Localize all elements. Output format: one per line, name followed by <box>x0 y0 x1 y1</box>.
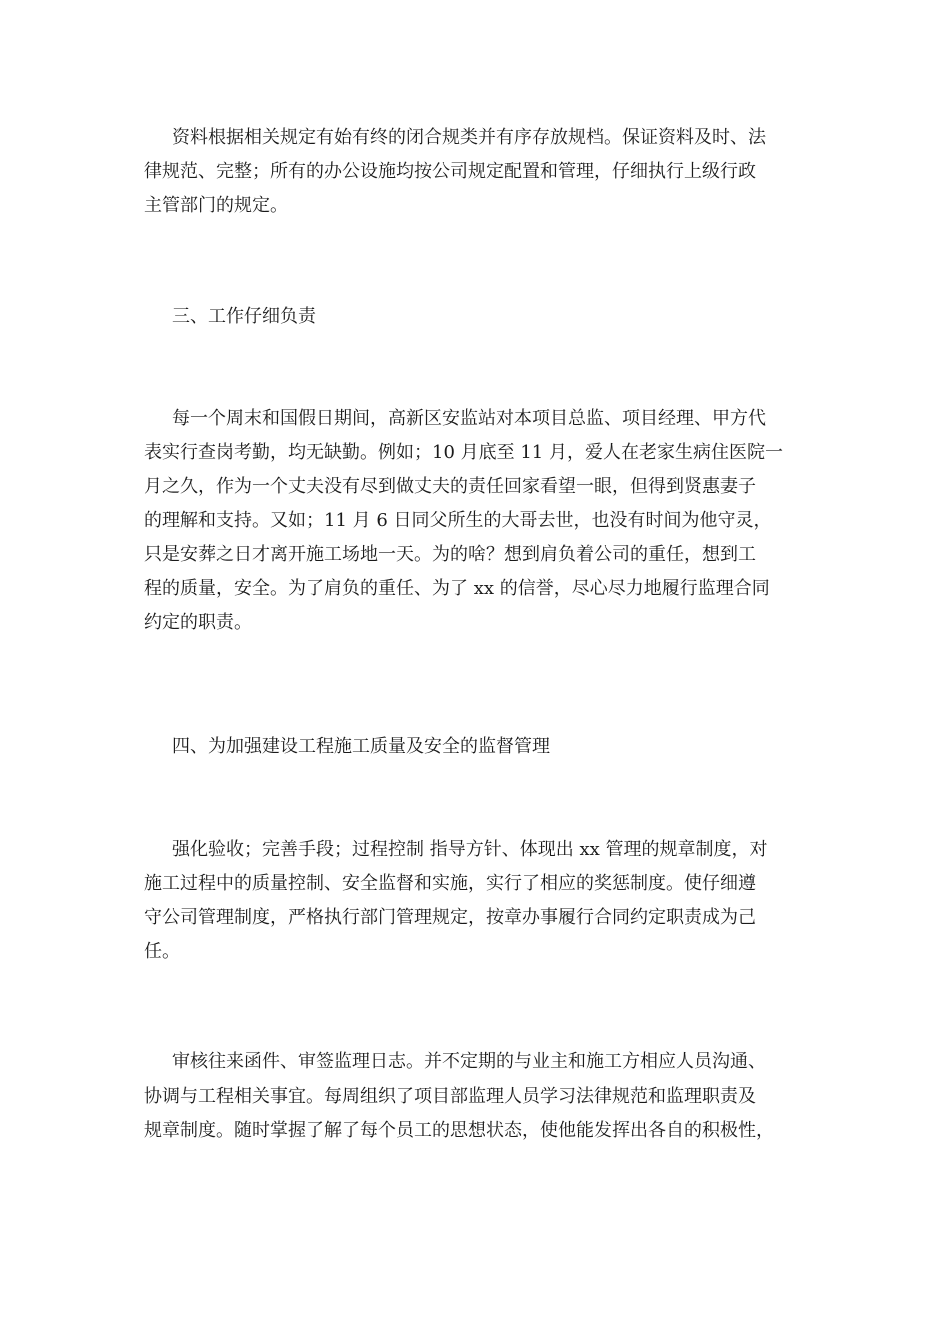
paragraph-line: 协调与工程相关事宜。每周组织了项目部监理人员学习法律规范和监理职责及 <box>144 1086 756 1107</box>
paragraph-line: 资料根据相关规定有始有终的闭合规类并有序存放规档。保证资料及时、法 <box>172 127 766 148</box>
paragraph-line: 律规范、完整；所有的办公设施均按公司规定配置和管理，仔细执行上级行政 <box>144 161 756 182</box>
paragraph-line: 主管部门的规定。 <box>144 195 288 216</box>
paragraph-line: 任。 <box>144 941 180 962</box>
paragraph-line: 的理解和支持。又如；11 月 6 日同父所生的大哥去世，也没有时间为他守灵， <box>144 510 772 531</box>
paragraph-line: 审核往来函件、审签监理日志。并不定期的与业主和施工方相应人员沟通、 <box>172 1051 766 1072</box>
section-heading: 四、为加强建设工程施工质量及安全的监督管理 <box>172 736 550 757</box>
paragraph-line: 程的质量，安全。为了肩负的重任、为了 xx 的信誉，尽心尽力地履行监理合同 <box>144 578 770 599</box>
paragraph-line: 月之久，作为一个丈夫没有尽到做丈夫的责任回家看望一眼，但得到贤惠妻子 <box>144 476 756 497</box>
paragraph-line: 只是安葬之日才离开施工场地一天。为的啥？想到肩负着公司的重任，想到工 <box>144 544 756 565</box>
paragraph-line: 施工过程中的质量控制、安全监督和实施，实行了相应的奖惩制度。使仔细遵 <box>144 873 756 894</box>
section-heading: 三、工作仔细负责 <box>172 306 316 327</box>
paragraph-line: 表实行查岗考勤，均无缺勤。例如；10 月底至 11 月，爱人在老家生病住医院一 <box>144 442 783 463</box>
paragraph-line: 强化验收；完善手段；过程控制 指导方针、体现出 xx 管理的规章制度，对 <box>172 839 768 860</box>
paragraph-line: 守公司管理制度，严格执行部门管理规定，按章办事履行合同约定职责成为己 <box>144 907 756 928</box>
paragraph-line: 约定的职责。 <box>144 612 252 633</box>
paragraph-line: 每一个周末和国假日期间，高新区安监站对本项目总监、项目经理、甲方代 <box>172 408 766 429</box>
paragraph-line: 规章制度。随时掌握了解了每个员工的思想状态，使他能发挥出各自的积极性， <box>144 1120 774 1141</box>
